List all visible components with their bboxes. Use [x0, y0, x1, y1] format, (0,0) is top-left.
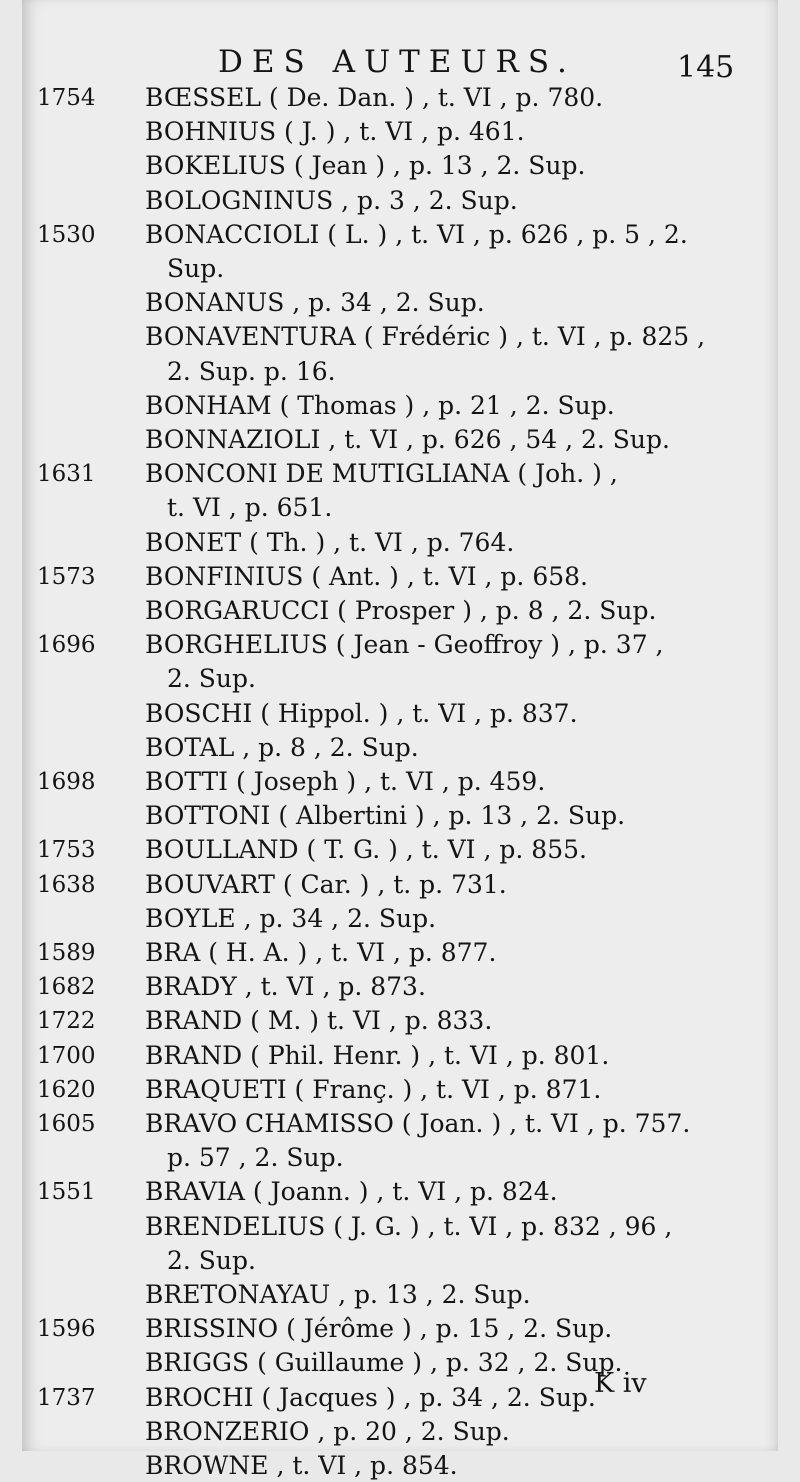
entry-text: BROWNE , t. VI , p. 854. [145, 1451, 458, 1480]
entry-text: BRETONAYAU , p. 13 , 2. Sup. [145, 1280, 531, 1309]
book-page [22, 0, 778, 1480]
entry-text: BONFINIUS ( Ant. ) , t. VI , p. 658. [145, 561, 588, 591]
entry-year: 1620 [37, 1076, 96, 1103]
entry-year: 1605 [37, 1111, 96, 1137]
entry-continuation-text: 2. Sup. [167, 664, 256, 694]
entry-year: 1530 [37, 221, 96, 248]
entry-year: 1631 [37, 461, 96, 488]
entry-text: BOTTI ( Joseph ) , t. VI , p. 459. [145, 767, 546, 796]
entry-text: BRENDELIUS ( J. G. ) , t. VI , p. 832 , 96 , [145, 1211, 673, 1241]
entry-text: BOULLAND ( T. G. ) , t. VI , p. 855. [145, 835, 587, 865]
entry-text: BONNAZIOLI , t. VI , p. 626 , 54 , 2. Sup. [145, 425, 670, 454]
entry-text: BOTTONI ( Albertini ) , p. 13 , 2. Sup. [145, 801, 626, 831]
entry-text: BONHAM ( Thomas ) , p. 21 , 2. Sup. [145, 390, 615, 420]
entry-text: BONACCIOLI ( L. ) , t. VI , p. 626 , p. 5 , 2. [145, 219, 688, 249]
entry-text: BRA ( H. A. ) , t. VI , p. 877. [145, 938, 497, 967]
entry-text: BRAQUETI ( Franç. ) , t. VI , p. 871. [145, 1074, 602, 1104]
entry-text: BROCHI ( Jacques ) , p. 34 , 2. Sup. [145, 1382, 596, 1412]
entry-text: BRAND ( M. ) t. VI , p. 833. [145, 1006, 493, 1036]
entry-continuation-text: Sup. [167, 254, 225, 283]
entry-year: 1551 [37, 1179, 96, 1206]
page-number: 145 [677, 50, 735, 85]
entry-continuation-text: t. VI , p. 651. [167, 493, 333, 523]
entry-year: 1722 [37, 1008, 96, 1035]
entry-text: BONCONI DE MUTIGLIANA ( Joh. ) , [145, 459, 618, 489]
entry-text: BRADY , t. VI , p. 873. [145, 972, 426, 1002]
entry-text: BORGHELIUS ( Jean - Geoffroy ) , p. 37 , [145, 630, 664, 660]
entry-text: BRONZERIO , p. 20 , 2. Sup. [145, 1416, 510, 1446]
entry-text: BŒSSEL ( De. Dan. ) , t. VI , p. 780. [145, 83, 604, 112]
entry-continuation-text: p. 57 , 2. Sup. [167, 1143, 344, 1173]
entry-text: BRIGGS ( Guillaume ) , p. 32 , 2. Sup. [145, 1348, 623, 1378]
entry-year: 1696 [37, 632, 96, 659]
entry-text: BRISSINO ( Jérôme ) , p. 15 , 2. Sup. [145, 1314, 613, 1344]
entry-text: BONANUS , p. 34 , 2. Sup. [145, 288, 485, 318]
entry-year: 1589 [37, 940, 96, 966]
entry-text: BOTAL , p. 8 , 2. Sup. [145, 732, 419, 762]
entry-text: BOLOGNINUS , p. 3 , 2. Sup. [145, 185, 518, 215]
entry-year: 1700 [37, 1042, 96, 1069]
running-title: DES AUTEURS. [218, 44, 576, 80]
entry-year: 1638 [37, 871, 96, 898]
entry-year: 1753 [37, 837, 96, 864]
entry-text: BRAND ( Phil. Henr. ) , t. VI , p. 801. [145, 1040, 610, 1070]
entry-year: 1573 [37, 563, 96, 590]
entry-continuation-text: 2. Sup. [167, 1245, 256, 1275]
entry-year: 1754 [37, 85, 96, 111]
entry-text: BONAVENTURA ( Frédéric ) , t. VI , p. 825 , [145, 322, 706, 352]
entry-text: BOUVART ( Car. ) , t. p. 731. [145, 869, 507, 899]
entry-text: BORGARUCCI ( Prosper ) , p. 8 , 2. Sup. [145, 596, 657, 625]
entry-text: BOYLE , p. 34 , 2. Sup. [145, 903, 437, 933]
entry-text: BOSCHI ( Hippol. ) , t. VI , p. 837. [145, 698, 578, 728]
entry-text: BOKELIUS ( Jean ) , p. 13 , 2. Sup. [145, 151, 586, 181]
entry-year: 1698 [37, 769, 96, 795]
signature-mark: K iv [594, 1368, 647, 1399]
entry-year: 1682 [37, 974, 96, 1001]
entry-text: BOHNIUS ( J. ) , t. VI , p. 461. [145, 117, 525, 147]
entry-continuation-text: 2. Sup. p. 16. [167, 356, 336, 386]
entry-text: BONET ( Th. ) , t. VI , p. 764. [145, 527, 515, 557]
entry-text: BRAVIA ( Joann. ) , t. VI , p. 824. [145, 1177, 558, 1207]
entry-year: 1596 [37, 1316, 96, 1343]
entry-text: BRAVO CHAMISSO ( Joan. ) , t. VI , p. 757. [145, 1109, 691, 1138]
entry-year: 1737 [37, 1384, 96, 1411]
